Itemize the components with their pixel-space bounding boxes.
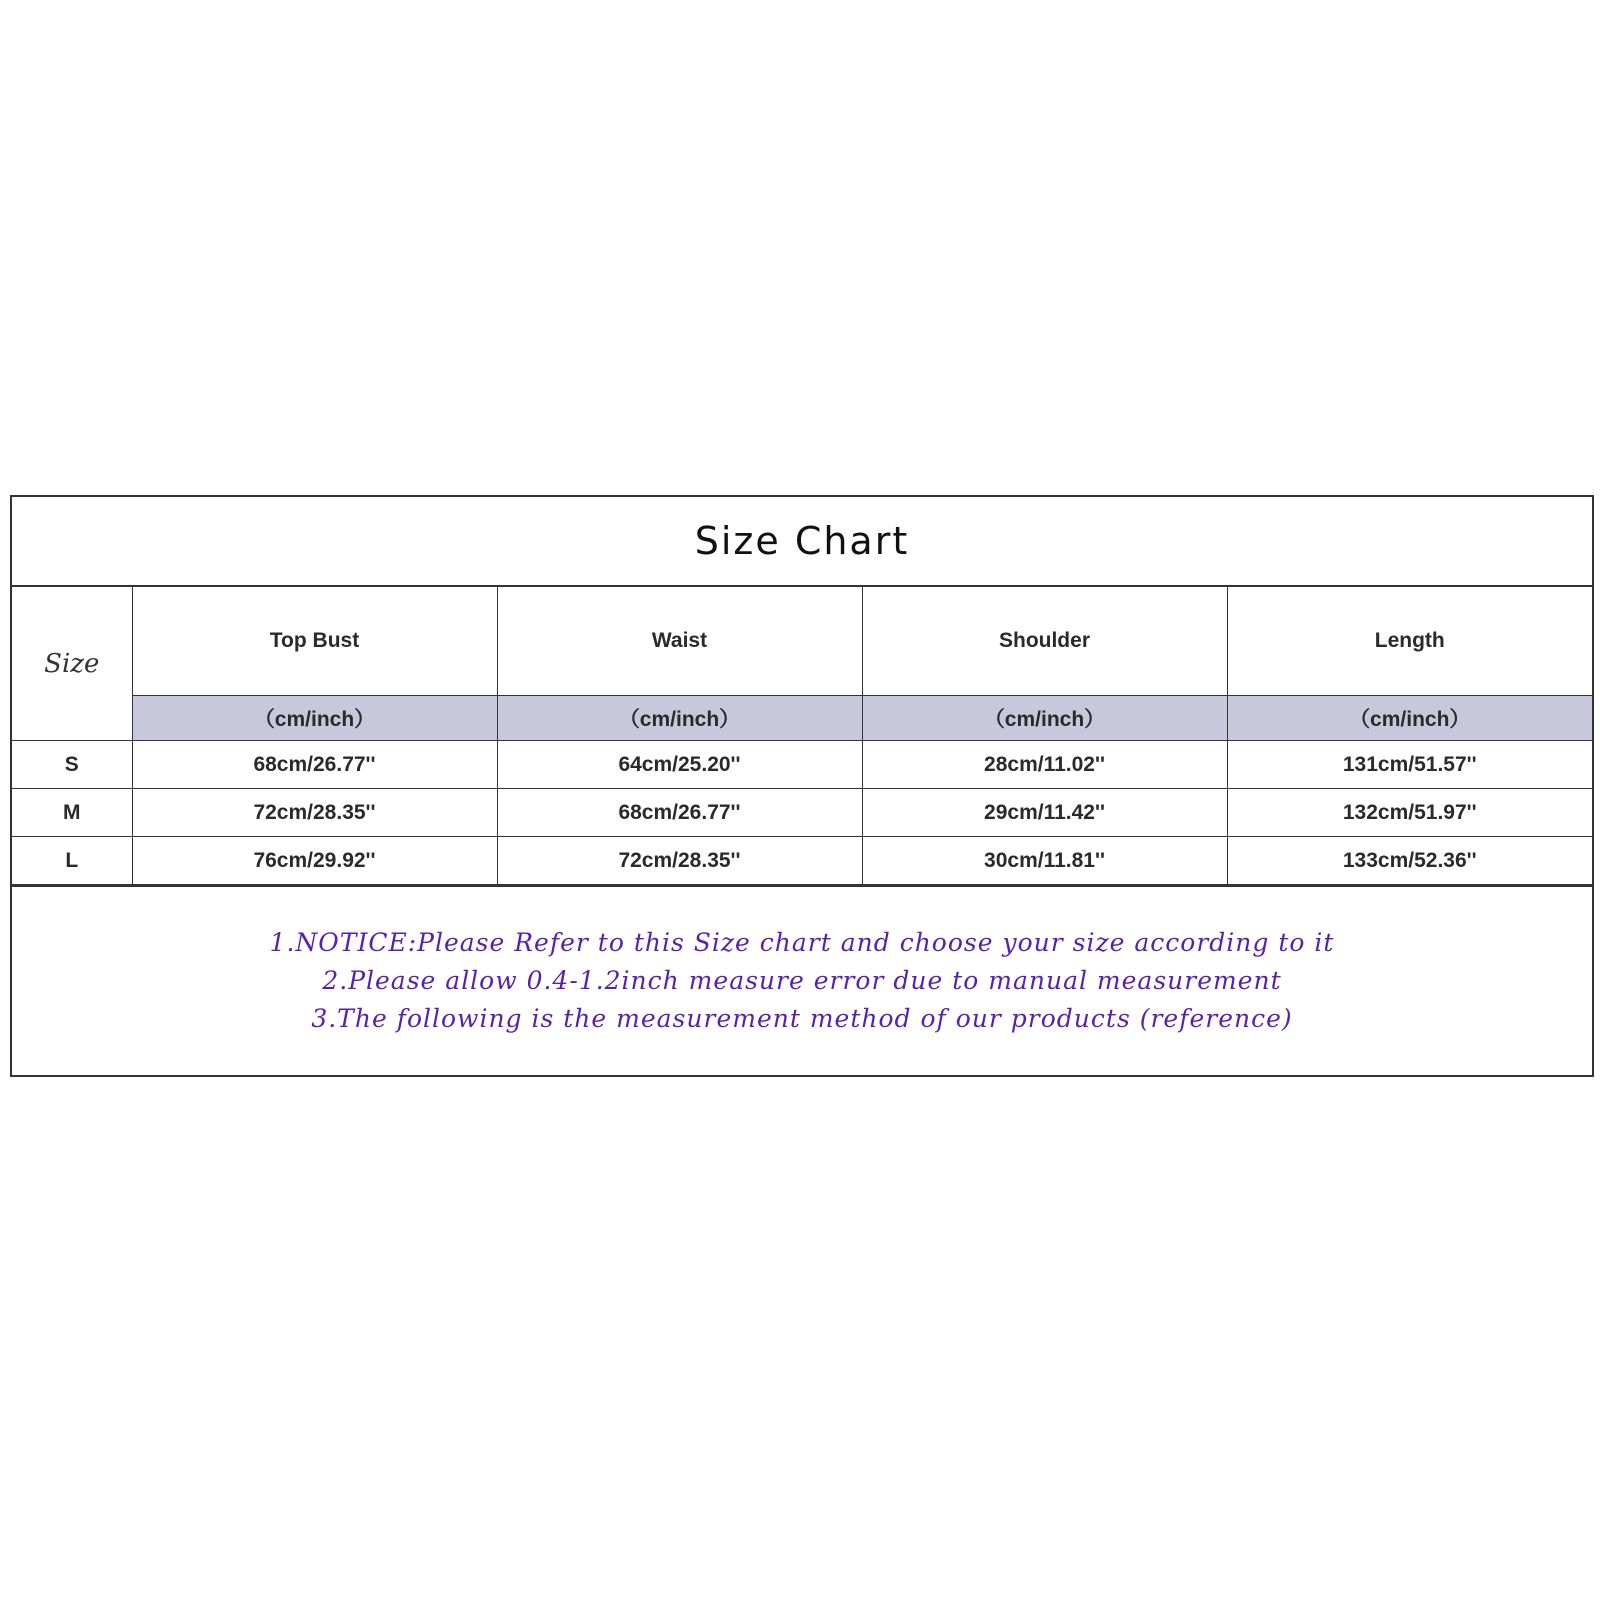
unit-label: （cm/inch） [1227,696,1592,741]
table-cell: 29cm/11.42'' [862,789,1227,837]
table-cell: 68cm/26.77'' [132,741,497,789]
unit-label: （cm/inch） [862,696,1227,741]
unit-label: （cm/inch） [497,696,862,741]
table-cell: 72cm/28.35'' [497,837,862,885]
size-header-cell [12,587,132,741]
table-row [12,837,1592,885]
chart-title: Size Chart [694,519,910,563]
table-row [12,741,1592,789]
size-cell: M [12,789,132,837]
size-chart [10,495,1594,1077]
column-header-top-bust: Top Bust [132,587,497,696]
table-cell: 64cm/25.20'' [497,741,862,789]
column-header-waist: Waist [497,587,862,696]
size-table [12,587,1592,885]
column-header-length: Length [1227,587,1592,696]
table-cell: 133cm/52.36'' [1227,837,1592,885]
header-row [12,587,1592,696]
table-cell: 76cm/29.92'' [132,837,497,885]
unit-label: （cm/inch） [132,696,497,741]
note-line: 3.The following is the measurement method of our products (reference) [311,1003,1293,1033]
size-cell: L [12,837,132,885]
table-cell: 30cm/11.81'' [862,837,1227,885]
table-cell: 131cm/51.57'' [1227,741,1592,789]
note-line: 1.NOTICE:Please Refer to this Size chart and choose your size according to it [269,927,1335,957]
notes-section [12,885,1592,1073]
table-cell: 28cm/11.02'' [862,741,1227,789]
note-line: 2.Please allow 0.4-1.2inch measure error due to manual measurement [322,965,1282,995]
title-row [12,497,1592,587]
table-cell: 72cm/28.35'' [132,789,497,837]
column-header-shoulder: Shoulder [862,587,1227,696]
table-cell: 132cm/51.97'' [1227,789,1592,837]
size-cell: S [12,741,132,789]
size-header-label: Size [44,648,100,679]
table-row [12,789,1592,837]
table-cell: 68cm/26.77'' [497,789,862,837]
unit-row [12,696,1592,741]
